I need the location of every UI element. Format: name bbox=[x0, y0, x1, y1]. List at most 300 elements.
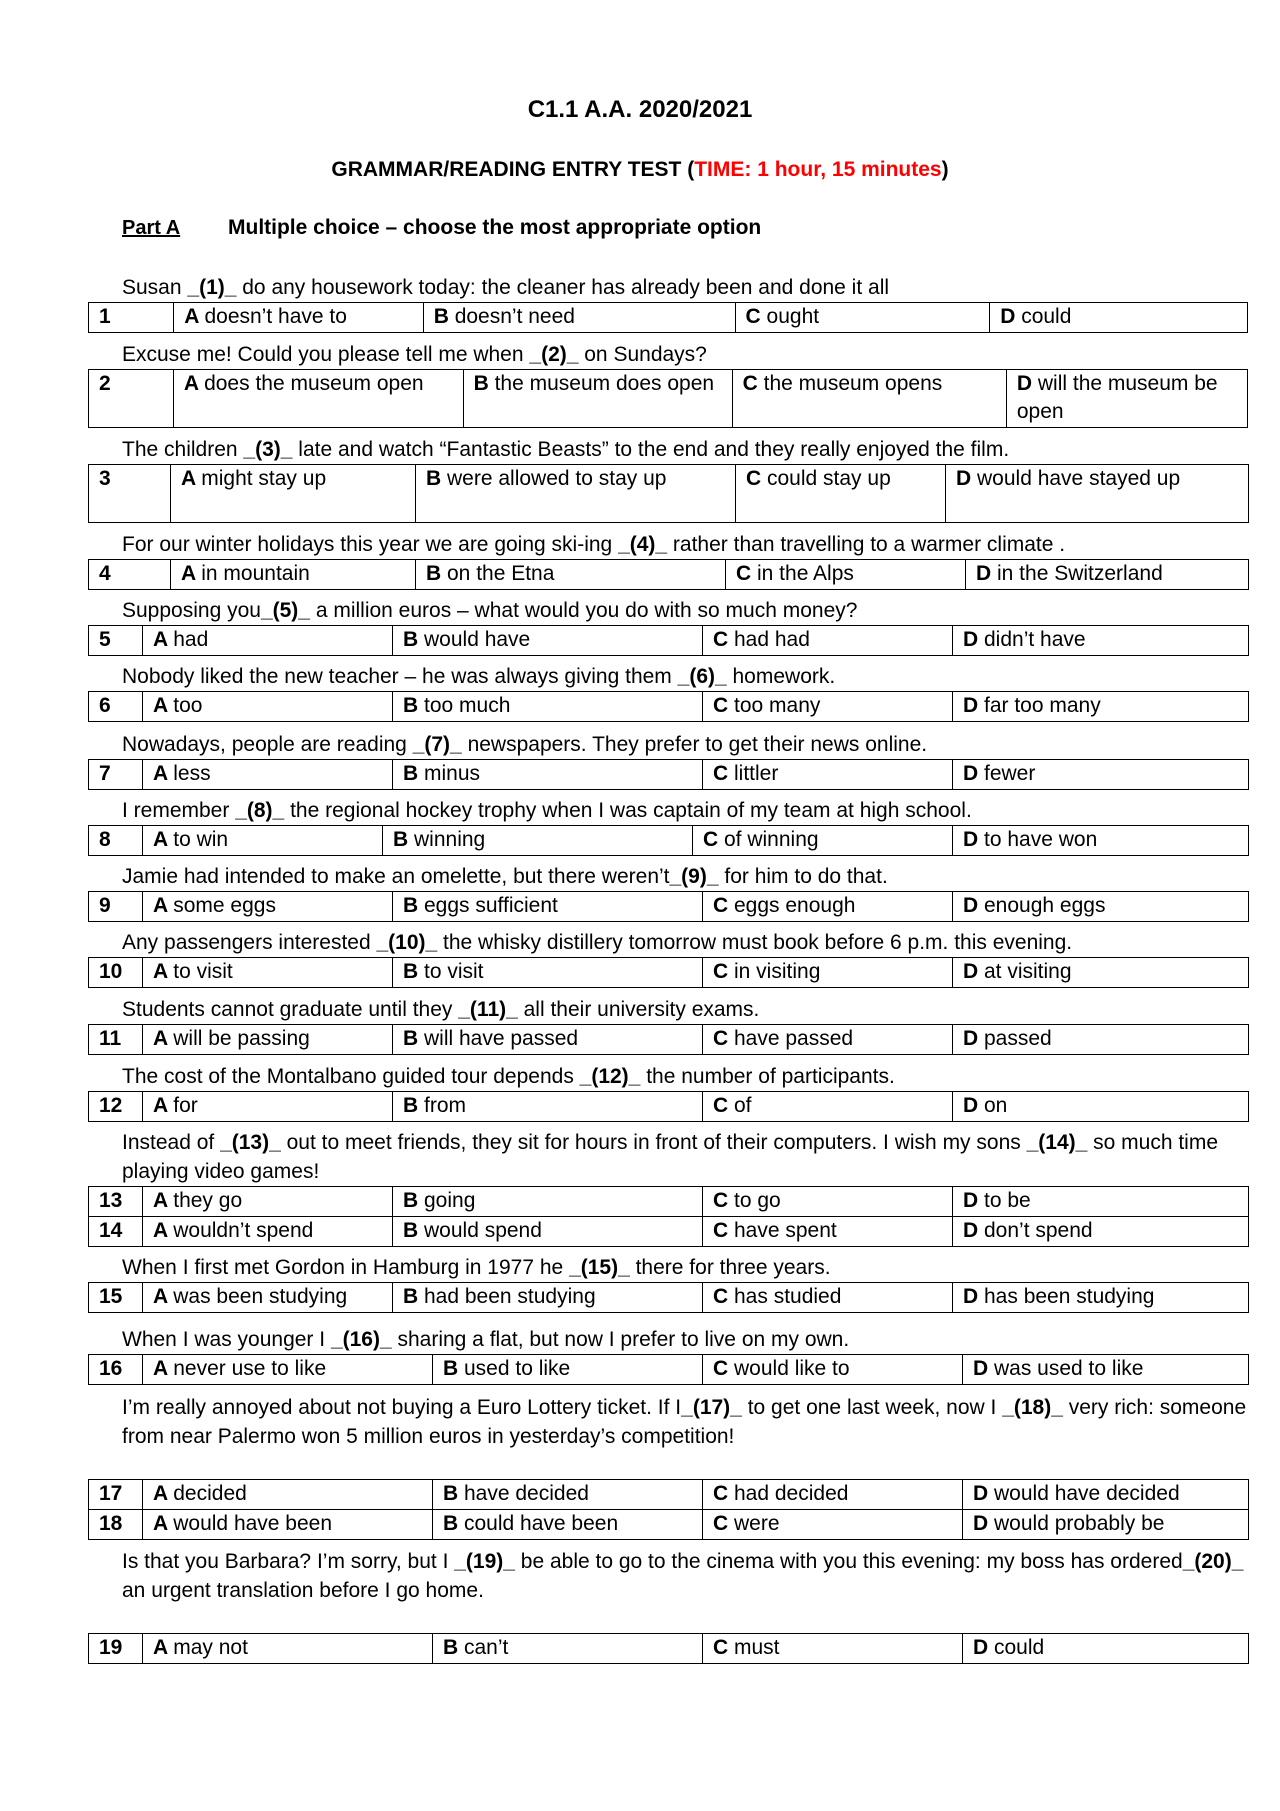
option-letter: C bbox=[713, 1357, 734, 1380]
option-letter: B bbox=[403, 1285, 424, 1308]
option-text: could stay up bbox=[767, 467, 891, 490]
answer-gap: _(18)_ bbox=[1002, 1396, 1063, 1419]
option-a[interactable] bbox=[143, 1217, 393, 1247]
option-d[interactable] bbox=[953, 892, 1249, 922]
option-text: could bbox=[994, 1636, 1045, 1659]
option-d[interactable] bbox=[963, 1634, 1249, 1664]
option-letter: A bbox=[153, 694, 174, 717]
option-text: have spent bbox=[734, 1219, 837, 1242]
option-letter: D bbox=[973, 1357, 994, 1380]
option-d[interactable] bbox=[963, 1355, 1249, 1385]
option-c[interactable] bbox=[703, 1355, 963, 1385]
option-letter: B bbox=[403, 1189, 424, 1212]
options-table bbox=[88, 369, 1248, 428]
option-letter: C bbox=[713, 1219, 734, 1242]
option-d[interactable] bbox=[953, 958, 1249, 988]
question-number: 6 bbox=[89, 692, 143, 722]
option-letter: A bbox=[184, 305, 205, 328]
option-letter: A bbox=[153, 628, 174, 651]
option-row bbox=[89, 465, 1249, 523]
option-text: would have been bbox=[173, 1512, 333, 1535]
option-text: fewer bbox=[984, 762, 1036, 785]
option-text: too many bbox=[734, 694, 821, 717]
question-block bbox=[88, 596, 1248, 656]
option-letter: A bbox=[153, 828, 174, 851]
option-row bbox=[89, 1480, 1249, 1510]
option-text: to visit bbox=[173, 960, 233, 983]
option-letter: D bbox=[963, 960, 984, 983]
option-row bbox=[89, 892, 1249, 922]
options-table bbox=[88, 957, 1249, 988]
option-a[interactable] bbox=[143, 1355, 433, 1385]
document-title: C1.1 A.A. 2020/2021 bbox=[527, 96, 753, 123]
option-row bbox=[89, 1510, 1249, 1540]
option-letter: D bbox=[976, 562, 997, 585]
options-table bbox=[88, 1479, 1249, 1540]
option-c[interactable] bbox=[732, 370, 1006, 428]
option-letter: A bbox=[181, 467, 202, 490]
option-text: littler bbox=[734, 762, 779, 785]
question-number: 4 bbox=[89, 560, 171, 590]
question-prompt: Supposing you_(5)_ a million euros – what would you do with so much money? bbox=[122, 599, 858, 622]
answer-gap: _(1)_ bbox=[187, 276, 237, 299]
option-text: the museum does open bbox=[494, 372, 715, 395]
option-text: must bbox=[734, 1636, 780, 1659]
answer-gap: _(16)_ bbox=[330, 1328, 392, 1351]
option-b[interactable] bbox=[463, 370, 732, 428]
option-letter: D bbox=[973, 1512, 994, 1535]
option-b[interactable] bbox=[393, 1217, 703, 1247]
question-prompt: Is that you Barbara? I’m sorry, but I _(19)_ be able to go to the cinema with you this evening: my boss has ordered_(20)_ an urgent translation before I go home. bbox=[122, 1550, 1244, 1602]
option-letter: C bbox=[713, 762, 734, 785]
option-text: would spend bbox=[424, 1219, 542, 1242]
option-text: had been studying bbox=[424, 1285, 596, 1308]
option-b[interactable] bbox=[416, 465, 736, 523]
option-d[interactable] bbox=[953, 826, 1249, 856]
options-table bbox=[88, 302, 1248, 333]
option-row bbox=[89, 760, 1249, 790]
question-prompt: When I first met Gordon in Hamburg in 1977 he _(15)_ there for three years. bbox=[122, 1256, 831, 1279]
options-table bbox=[88, 759, 1249, 790]
option-b[interactable] bbox=[423, 303, 735, 333]
question-number: 8 bbox=[89, 826, 143, 856]
question-block bbox=[88, 796, 1248, 856]
option-text: was used to like bbox=[994, 1357, 1144, 1380]
option-text: will have passed bbox=[424, 1027, 579, 1050]
option-text: decided bbox=[173, 1482, 247, 1505]
option-d[interactable] bbox=[1006, 370, 1247, 428]
option-letter: C bbox=[713, 1285, 734, 1308]
option-letter: C bbox=[713, 1482, 734, 1505]
option-letter: B bbox=[403, 894, 424, 917]
question-number: 11 bbox=[89, 1025, 143, 1055]
option-letter: C bbox=[703, 828, 724, 851]
option-letter: A bbox=[153, 960, 174, 983]
option-c[interactable] bbox=[703, 626, 953, 656]
option-text: passed bbox=[984, 1027, 1052, 1050]
option-letter: D bbox=[963, 762, 984, 785]
option-text: going bbox=[424, 1189, 476, 1212]
question-number: 19 bbox=[89, 1634, 143, 1664]
options-table bbox=[88, 691, 1249, 722]
option-letter: B bbox=[403, 1094, 424, 1117]
option-d[interactable] bbox=[946, 465, 1249, 523]
option-text: never use to like bbox=[173, 1357, 327, 1380]
option-c[interactable] bbox=[703, 958, 953, 988]
part-label: Part A bbox=[122, 217, 181, 239]
option-d[interactable] bbox=[953, 626, 1249, 656]
option-b[interactable] bbox=[433, 1355, 703, 1385]
time-limit: TIME: 1 hour, 15 minutes bbox=[694, 158, 942, 181]
option-letter: A bbox=[153, 1636, 174, 1659]
answer-gap: _(8)_ bbox=[235, 799, 285, 822]
question-number: 16 bbox=[89, 1355, 143, 1385]
answer-gap: _(20)_ bbox=[1182, 1550, 1244, 1573]
option-c[interactable] bbox=[703, 1480, 963, 1510]
option-text: have decided bbox=[464, 1482, 589, 1505]
question-prompt: Instead of _(13)_ out to meet friends, they sit for hours in front of their computers. I wish my sons _(14)_ so much time playing video games! bbox=[122, 1131, 1219, 1183]
option-b[interactable] bbox=[393, 760, 703, 790]
option-letter: D bbox=[973, 1482, 994, 1505]
option-letter: D bbox=[963, 694, 984, 717]
question-prompt: For our winter holidays this year we are going ski-ing _(4)_ rather than travelling to a warmer climate . bbox=[122, 533, 1066, 556]
option-c[interactable] bbox=[703, 760, 953, 790]
option-d[interactable] bbox=[953, 760, 1249, 790]
option-text: in the Switzerland bbox=[997, 562, 1163, 585]
option-text: to go bbox=[734, 1189, 781, 1212]
option-text: don’t spend bbox=[984, 1219, 1093, 1242]
option-text: will the museum be open bbox=[1016, 372, 1218, 423]
options-table bbox=[88, 1024, 1249, 1055]
option-text: will be passing bbox=[173, 1027, 310, 1050]
option-d[interactable] bbox=[990, 303, 1248, 333]
option-b[interactable] bbox=[393, 1092, 703, 1122]
option-a[interactable] bbox=[171, 465, 416, 523]
option-letter: B bbox=[393, 828, 414, 851]
option-c[interactable] bbox=[703, 1092, 953, 1122]
option-letter: C bbox=[713, 628, 734, 651]
option-text: would like to bbox=[734, 1357, 850, 1380]
options-table bbox=[88, 891, 1249, 922]
answer-gap: _(5)_ bbox=[260, 599, 310, 622]
option-text: too much bbox=[424, 694, 511, 717]
question-number: 14 bbox=[89, 1217, 143, 1247]
option-letter: B bbox=[403, 762, 424, 785]
option-letter: C bbox=[713, 694, 734, 717]
option-text: used to like bbox=[464, 1357, 571, 1380]
options-table bbox=[88, 1282, 1249, 1313]
option-d[interactable] bbox=[963, 1480, 1249, 1510]
option-text: in mountain bbox=[201, 562, 310, 585]
option-text: to visit bbox=[424, 960, 484, 983]
question-block bbox=[88, 862, 1248, 922]
option-a[interactable] bbox=[143, 1283, 393, 1313]
option-a[interactable] bbox=[174, 303, 423, 333]
option-letter: D bbox=[963, 1027, 984, 1050]
option-a[interactable] bbox=[143, 1634, 433, 1664]
option-a[interactable] bbox=[143, 692, 393, 722]
option-c[interactable] bbox=[703, 1187, 953, 1217]
option-text: they go bbox=[173, 1189, 243, 1212]
question-number: 1 bbox=[89, 303, 174, 333]
option-d[interactable] bbox=[953, 1187, 1249, 1217]
answer-gap: _(17)_ bbox=[681, 1396, 742, 1419]
option-b[interactable] bbox=[433, 1480, 703, 1510]
option-text: wouldn’t spend bbox=[173, 1219, 314, 1242]
answer-gap: _(6)_ bbox=[677, 665, 727, 688]
option-a[interactable] bbox=[143, 626, 393, 656]
option-letter: B bbox=[403, 694, 424, 717]
question-block bbox=[88, 1253, 1248, 1313]
option-a[interactable] bbox=[143, 1187, 393, 1217]
option-text: would have bbox=[424, 628, 531, 651]
option-b[interactable] bbox=[433, 1634, 703, 1664]
option-text: had decided bbox=[734, 1482, 849, 1505]
option-b[interactable] bbox=[433, 1510, 703, 1540]
options-table bbox=[88, 625, 1249, 656]
option-d[interactable] bbox=[953, 1092, 1249, 1122]
option-c[interactable] bbox=[703, 692, 953, 722]
option-letter: A bbox=[153, 1285, 174, 1308]
option-letter: D bbox=[973, 1636, 994, 1659]
option-text: on the Etna bbox=[447, 562, 555, 585]
answer-gap: _(14)_ bbox=[1026, 1131, 1088, 1154]
part-instruction: Multiple choice – choose the most appropriate option bbox=[228, 216, 762, 239]
option-b[interactable] bbox=[393, 692, 703, 722]
option-letter: B bbox=[443, 1636, 464, 1659]
option-b[interactable] bbox=[393, 1025, 703, 1055]
question-number: 3 bbox=[89, 465, 171, 523]
option-row bbox=[89, 560, 1249, 590]
option-d[interactable] bbox=[953, 1217, 1249, 1247]
option-text: on bbox=[984, 1094, 1008, 1117]
option-c[interactable] bbox=[703, 1283, 953, 1313]
question-block bbox=[88, 995, 1248, 1055]
option-text: some eggs bbox=[173, 894, 276, 917]
option-letter: B bbox=[403, 1219, 424, 1242]
option-a[interactable] bbox=[143, 826, 383, 856]
question-prompt: I’m really annoyed about not buying a Euro Lottery ticket. If I_(17)_ to get one last week, now I _(18)_ very rich: someone from near Palermo won 5 million euros in yesterday’s competition! bbox=[122, 1396, 1247, 1448]
options-table bbox=[88, 464, 1249, 523]
option-c[interactable] bbox=[703, 1510, 963, 1540]
option-letter: A bbox=[153, 1189, 174, 1212]
question-prompt: Any passengers interested _(10)_ the whisky distillery tomorrow must book before 6 p.m. this evening. bbox=[122, 931, 1073, 954]
option-text: winning bbox=[414, 828, 486, 851]
option-text: eggs sufficient bbox=[424, 894, 558, 917]
answer-gap: _(7)_ bbox=[412, 733, 462, 756]
question-number: 15 bbox=[89, 1283, 143, 1313]
option-letter: A bbox=[153, 894, 174, 917]
option-letter: A bbox=[183, 372, 205, 395]
option-text: too bbox=[173, 694, 203, 717]
option-a[interactable] bbox=[143, 892, 393, 922]
option-text: had bbox=[173, 628, 209, 651]
option-d[interactable] bbox=[966, 560, 1249, 590]
answer-gap: _(10)_ bbox=[376, 931, 438, 954]
option-letter: B bbox=[443, 1512, 464, 1535]
option-c[interactable] bbox=[735, 303, 990, 333]
option-row bbox=[89, 1187, 1249, 1217]
question-number: 9 bbox=[89, 892, 143, 922]
option-letter: B bbox=[426, 467, 447, 490]
option-b[interactable] bbox=[393, 626, 703, 656]
option-a[interactable] bbox=[143, 1480, 433, 1510]
question-number: 10 bbox=[89, 958, 143, 988]
option-b[interactable] bbox=[393, 958, 703, 988]
question-block bbox=[88, 530, 1248, 590]
option-row bbox=[89, 370, 1248, 428]
question-prompt: Jamie had intended to make an omelette, but there weren’t_(9)_ for him to do that. bbox=[122, 865, 888, 888]
option-a[interactable] bbox=[143, 1092, 393, 1122]
answer-gap: _(9)_ bbox=[669, 865, 719, 888]
option-a[interactable] bbox=[143, 1510, 433, 1540]
option-b[interactable] bbox=[383, 826, 693, 856]
question-number: 5 bbox=[89, 626, 143, 656]
option-c[interactable] bbox=[736, 465, 946, 523]
option-d[interactable] bbox=[953, 692, 1249, 722]
option-letter: A bbox=[153, 1219, 174, 1242]
option-letter: A bbox=[153, 1482, 174, 1505]
option-letter: D bbox=[963, 628, 984, 651]
option-text: to be bbox=[984, 1189, 1031, 1212]
option-letter: C bbox=[713, 1027, 734, 1050]
option-row bbox=[89, 1217, 1249, 1247]
option-letter: D bbox=[1016, 372, 1038, 395]
option-text: might stay up bbox=[201, 467, 327, 490]
question-prompt: Nobody liked the new teacher – he was always giving them _(6)_ homework. bbox=[122, 665, 836, 688]
option-letter: B bbox=[403, 628, 424, 651]
option-text: would have stayed up bbox=[977, 467, 1181, 490]
option-text: for bbox=[173, 1094, 198, 1117]
option-row bbox=[89, 1355, 1249, 1385]
option-letter: D bbox=[963, 1219, 984, 1242]
option-text: does the museum open bbox=[204, 372, 424, 395]
question-number: 17 bbox=[89, 1480, 143, 1510]
option-letter: C bbox=[746, 467, 767, 490]
option-row bbox=[89, 1025, 1249, 1055]
option-c[interactable] bbox=[703, 1217, 953, 1247]
option-text: doesn’t need bbox=[454, 305, 575, 328]
option-d[interactable] bbox=[963, 1510, 1249, 1540]
option-d[interactable] bbox=[953, 1283, 1249, 1313]
option-text: in the Alps bbox=[757, 562, 854, 585]
part-heading bbox=[122, 216, 761, 240]
option-text: has studied bbox=[734, 1285, 842, 1308]
question-number: 12 bbox=[89, 1092, 143, 1122]
option-text: minus bbox=[424, 762, 481, 785]
option-text: would have decided bbox=[994, 1482, 1180, 1505]
options-table bbox=[88, 1354, 1249, 1385]
question-block bbox=[88, 1128, 1248, 1247]
question-block bbox=[88, 1547, 1248, 1664]
document-subtitle: GRAMMAR/READING ENTRY TEST (TIME: 1 hour, 15 minutes) bbox=[331, 158, 949, 181]
option-letter: C bbox=[713, 1512, 734, 1535]
option-a[interactable] bbox=[143, 958, 393, 988]
option-b[interactable] bbox=[416, 560, 726, 590]
option-text: doesn’t have to bbox=[204, 305, 347, 328]
option-text: the museum opens bbox=[763, 372, 943, 395]
option-letter: A bbox=[153, 1357, 174, 1380]
option-letter: A bbox=[153, 1027, 174, 1050]
option-letter: D bbox=[963, 1285, 984, 1308]
question-number: 13 bbox=[89, 1187, 143, 1217]
question-block bbox=[88, 273, 1248, 333]
option-text: were bbox=[734, 1512, 780, 1535]
option-letter: B bbox=[403, 960, 424, 983]
question-prompt: When I was younger I _(16)_ sharing a flat, but now I prefer to live on my own. bbox=[122, 1328, 850, 1351]
option-letter: C bbox=[713, 1094, 734, 1117]
question-block bbox=[88, 1325, 1248, 1385]
option-a[interactable] bbox=[171, 560, 416, 590]
option-text: to win bbox=[173, 828, 229, 851]
question-block bbox=[88, 928, 1248, 988]
question-block bbox=[88, 340, 1248, 428]
answer-gap: _(4)_ bbox=[618, 533, 668, 556]
option-row bbox=[89, 1283, 1249, 1313]
option-text: may not bbox=[173, 1636, 248, 1659]
option-row bbox=[89, 1092, 1249, 1122]
options-table bbox=[88, 1091, 1249, 1122]
option-b[interactable] bbox=[393, 1283, 703, 1313]
option-text: far too many bbox=[984, 694, 1101, 717]
option-row bbox=[89, 692, 1249, 722]
option-letter: D bbox=[956, 467, 977, 490]
option-a[interactable] bbox=[143, 760, 393, 790]
option-text: ought bbox=[766, 305, 820, 328]
options-table bbox=[88, 825, 1249, 856]
option-letter: B bbox=[443, 1357, 464, 1380]
option-text: of bbox=[734, 1094, 752, 1117]
option-letter: C bbox=[713, 960, 734, 983]
option-text: could have been bbox=[464, 1512, 619, 1535]
option-c[interactable] bbox=[703, 892, 953, 922]
option-letter: C bbox=[713, 1636, 734, 1659]
question-block bbox=[88, 435, 1248, 523]
option-a[interactable] bbox=[143, 1025, 393, 1055]
option-letter: C bbox=[713, 894, 734, 917]
question-prompt: Nowadays, people are reading _(7)_ newspapers. They prefer to get their news online. bbox=[122, 733, 928, 756]
option-b[interactable] bbox=[393, 1187, 703, 1217]
option-letter: B bbox=[443, 1482, 464, 1505]
option-row bbox=[89, 303, 1248, 333]
question-block bbox=[88, 1393, 1248, 1540]
option-text: can’t bbox=[464, 1636, 509, 1659]
option-text: have passed bbox=[734, 1027, 854, 1050]
option-letter: A bbox=[153, 1094, 174, 1117]
option-c[interactable] bbox=[726, 560, 966, 590]
answer-gap: _(2)_ bbox=[529, 343, 579, 366]
answer-gap: _(13)_ bbox=[220, 1131, 281, 1154]
option-letter: B bbox=[433, 305, 455, 328]
option-c[interactable] bbox=[703, 1025, 953, 1055]
option-row bbox=[89, 826, 1249, 856]
option-b[interactable] bbox=[393, 892, 703, 922]
option-a[interactable] bbox=[173, 370, 463, 428]
option-c[interactable] bbox=[703, 1634, 963, 1664]
option-c[interactable] bbox=[693, 826, 953, 856]
answer-gap: _(11)_ bbox=[458, 998, 518, 1021]
option-letter: A bbox=[153, 1512, 174, 1535]
options-table bbox=[88, 1186, 1249, 1247]
option-text: were allowed to stay up bbox=[447, 467, 667, 490]
option-letter: D bbox=[963, 1094, 984, 1117]
option-text: in visiting bbox=[734, 960, 821, 983]
option-text: less bbox=[173, 762, 211, 785]
option-letter: A bbox=[181, 562, 202, 585]
option-d[interactable] bbox=[953, 1025, 1249, 1055]
question-prompt: I remember _(8)_ the regional hockey trophy when I was captain of my team at high school. bbox=[122, 799, 972, 822]
option-letter: C bbox=[713, 1189, 734, 1212]
